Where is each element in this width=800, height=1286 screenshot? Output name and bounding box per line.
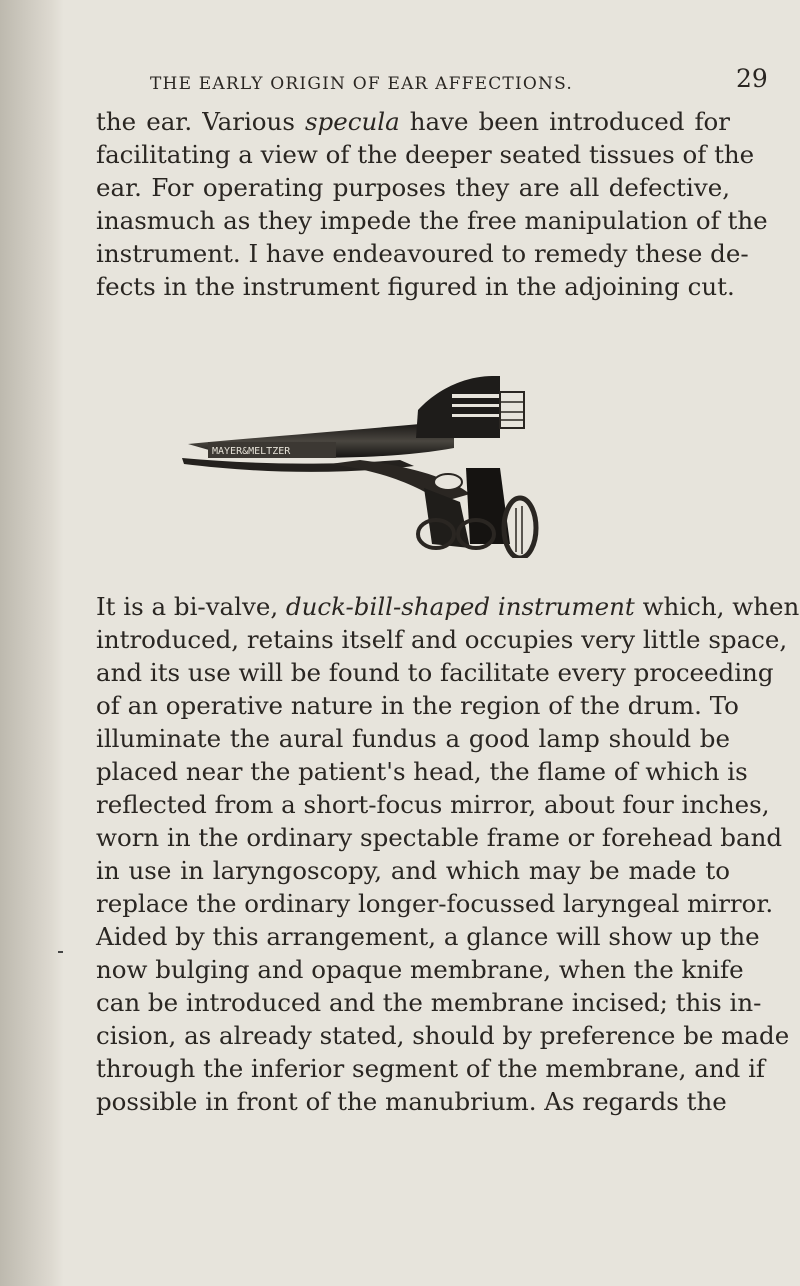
text-line: cision, as already stated, should by preference be made [96,1021,790,1050]
text-line: ear. For operating purposes they are all defective, [96,173,730,202]
margin-mark [58,951,63,953]
text-line: Aided by this arrangement, a glance will show up the [96,922,760,951]
text-line: facilitating a view of the deeper seated tissues of the [96,140,755,169]
text-line: in use in laryngoscopy, and which may be made to [96,856,730,885]
text-line: the ear. Various specula have been introduced for [96,107,730,136]
text-line: possible in front of the manubrium. As regards the [96,1087,727,1116]
paragraph-2 [96,590,800,1118]
page-gutter-shadow [0,0,64,1286]
text-line: illuminate the aural fundus a good lamp should be [96,724,730,753]
text-line: of an operative nature in the region of the drum. To [96,691,739,720]
text-line: now bulging and opaque membrane, when the knife [96,955,744,984]
text-line: fects in the instrument figured in the adjoining cut. [96,272,735,301]
instrument-blades [330,460,536,558]
text-line: and its use will be found to facilitate every proceeding [96,658,774,687]
instrument-hinge [416,376,524,438]
text-line: through the inferior segment of the membrane, and if [96,1054,766,1083]
text-line: reflected from a short-focus mirror, about four inches, [96,790,770,819]
text-line: instrument. I have endeavoured to remedy these de- [96,239,749,268]
speculum-illustration [170,368,560,558]
text-line: worn in the ordinary spectable frame or forehead band [96,823,783,852]
text-line: replace the ordinary longer-focussed laryngeal mirror. [96,889,774,918]
page-number: 29 [736,64,768,93]
text-line: placed near the patient's head, the flame of which is [96,757,748,786]
text-line: It is a bi-valve, duck-bill-shaped instrument which, when [96,592,800,621]
running-header: THE EARLY ORIGIN OF EAR AFFECTIONS. [150,74,573,94]
maker-mark: MAYER&MELTZER [212,446,291,457]
text-line: introduced, retains itself and occupies very little space, [96,625,788,654]
text-line: can be introduced and the membrane incised; this in- [96,988,762,1017]
paragraph-1 [96,105,768,303]
text-line: inasmuch as they impede the free manipulation of the [96,206,768,235]
instrument-handle [182,424,454,472]
